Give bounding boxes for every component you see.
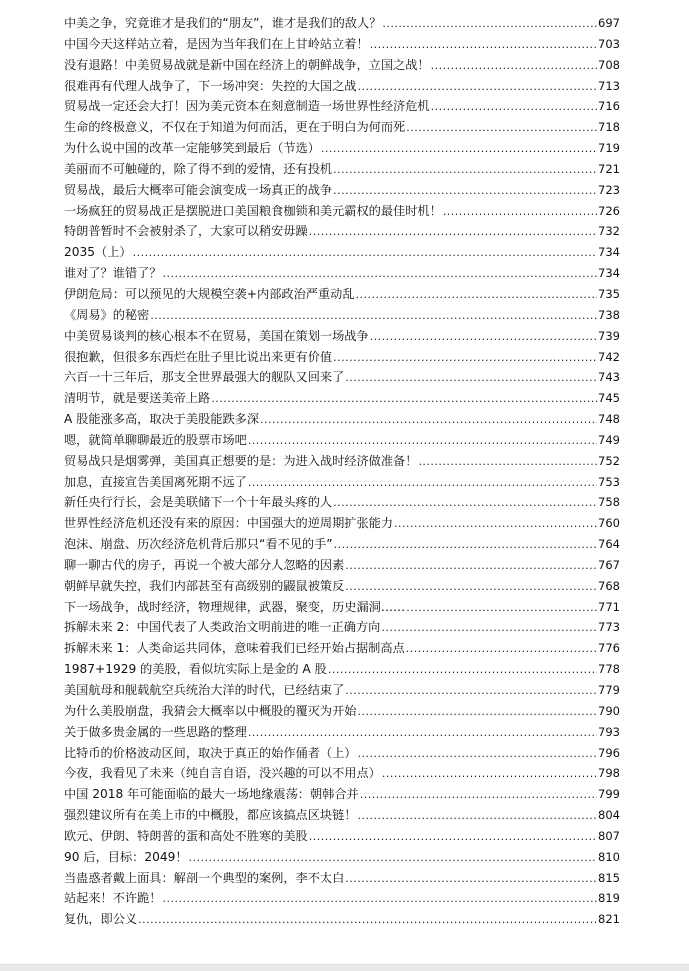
toc-entry-page-number: 760: [598, 516, 620, 531]
toc-dot-leader: [370, 34, 597, 56]
toc-entry-page-number: 739: [598, 328, 620, 343]
toc-dot-leader: [333, 492, 597, 514]
toc-entry-page-number: 815: [598, 870, 620, 885]
toc-entry-page-number: 732: [598, 224, 620, 239]
toc-entry-page-number: 793: [598, 724, 620, 739]
toc-entry-title: 贸易战只是烟雾弹，美国真正想要的是：为进入战时经济做准备！: [64, 453, 418, 468]
toc-dot-leader: [321, 138, 597, 160]
toc-entry-title: 中美之争，究竟谁才是我们的“朋友”，谁才是我们的敌人？: [64, 16, 382, 30]
toc-dot-leader: [248, 430, 597, 452]
toc-entry-title: 今夜，我看见了未来（纯自言自语，没兴趣的可以不用点）: [64, 766, 381, 781]
toc-entry-page-number: 804: [598, 808, 620, 823]
toc-entry-title: 为什么说中国的改革一定能够笑到最后（节选）: [64, 141, 320, 156]
toc-entry-page-number: 773: [598, 620, 620, 635]
toc-entry-title: 伊朗危局：可以预见的大规模空袭+内部政治严重动乱: [64, 286, 355, 301]
toc-entry-title: 中国今天这样站立着，是因为当年我们在上甘岭站立着！: [64, 36, 369, 51]
toc-entry-page-number: 767: [598, 557, 620, 572]
toc-entry-page-number: 776: [598, 641, 620, 656]
toc-entry[interactable]: [64, 367, 620, 388]
toc-entry-page-number: 742: [598, 349, 620, 364]
toc-dot-leader: [370, 326, 597, 348]
toc-entry[interactable]: [64, 284, 620, 305]
toc-entry-title: 关于做多贵金属的一些思路的整理: [64, 724, 247, 739]
toc-entry-title: 加息，直接宣告美国离死期不远了: [64, 474, 247, 489]
toc-entry[interactable]: [64, 909, 620, 930]
toc-entry-page-number: 745: [598, 391, 620, 406]
toc-dot-leader: [133, 242, 597, 264]
toc-entry[interactable]: [64, 451, 620, 472]
toc-entry[interactable]: [64, 34, 620, 55]
toc-entry-page-number: 753: [598, 474, 620, 489]
toc-entry-page-number: 771: [598, 599, 620, 614]
toc-dot-leader: [248, 722, 597, 744]
toc-entry[interactable]: [64, 242, 620, 263]
toc-dot-leader: [345, 576, 597, 598]
toc-entry-title: 六百一十三年后，那支全世界最强大的舰队又回来了: [64, 370, 345, 385]
toc-entry[interactable]: [64, 847, 620, 868]
toc-entry-title: 很难再有代理人战争了，下一场冲突：失控的大国之战: [64, 78, 357, 93]
toc-entry-page-number: 779: [598, 683, 620, 697]
toc-dot-leader: [431, 96, 597, 118]
toc-dot-leader: [381, 617, 597, 639]
toc-entry-page-number: 796: [598, 745, 620, 760]
toc-entry-title: 1987+1929 的美股，看似坑实际上是金的 A 股: [64, 662, 327, 677]
toc-dot-leader: [394, 513, 597, 535]
toc-entry[interactable]: [64, 659, 620, 680]
toc-entry[interactable]: [64, 638, 620, 659]
toc-entry-page-number: 790: [598, 703, 620, 718]
toc-entry-title: 拆解未来 2：中国代表了人类政治文明前进的唯一正确方向: [64, 620, 381, 635]
toc-entry-title: 贸易战一定还会大打！因为美元资本在刻意制造一场世界性经济危机: [64, 99, 430, 114]
toc-entry[interactable]: [64, 388, 620, 409]
toc-entry[interactable]: [64, 805, 620, 826]
toc-entry-page-number: 758: [598, 495, 620, 510]
toc-entry-title: 为什么美股崩盘，我猜会大概率以中概股的覆灭为开始: [64, 703, 357, 718]
toc-entry-title: 当蛊惑者戴上面具：解剖一个典型的案例，李不太白: [64, 870, 345, 885]
toc-entry-title: 特朗普暂时不会被射杀了，大家可以稍安毋躁: [64, 224, 308, 239]
toc-entry[interactable]: [64, 534, 620, 555]
toc-entry-page-number: 734: [598, 245, 620, 260]
toc-entry[interactable]: [64, 326, 620, 347]
toc-entry[interactable]: [64, 409, 620, 430]
toc-entry-page-number: 819: [598, 891, 620, 906]
toc-entry-page-number: 713: [598, 78, 620, 93]
toc-dot-leader: [431, 55, 597, 77]
toc-entry-page-number: 748: [598, 412, 620, 427]
toc-dot-leader: [163, 888, 598, 910]
toc-entry[interactable]: [64, 201, 620, 222]
toc-entry-page-number: 735: [598, 286, 620, 301]
toc-entry[interactable]: [64, 680, 620, 701]
toc-entry-page-number: 726: [598, 203, 620, 218]
toc-entry[interactable]: [64, 597, 620, 618]
toc-entry-title: 90 后，目标：2049！: [64, 849, 188, 864]
toc-entry-page-number: 743: [598, 370, 620, 385]
toc-dot-leader: [345, 555, 597, 577]
toc-entry-page-number: 810: [598, 849, 620, 864]
toc-entry-page-number: 821: [598, 912, 620, 927]
toc-entry[interactable]: [64, 784, 620, 805]
toc-entry-page-number: 708: [598, 57, 620, 72]
toc-dot-leader: [358, 805, 598, 827]
toc-dot-leader: [406, 638, 597, 660]
toc-dot-leader: [309, 826, 597, 848]
toc-entry[interactable]: [64, 430, 620, 451]
toc-entry-title: 嗯，就简单聊聊最近的股票市场吧: [64, 432, 247, 447]
toc-entry-title: 《周易》的秘密: [64, 307, 150, 322]
toc-entry-title: 拆解未来 1：人类命运共同体，意味着我们已经开始占据制高点: [64, 641, 405, 656]
toc-entry-title: 很抱歉，但很多东西烂在肚子里比说出来更有价值: [64, 349, 333, 364]
toc-dot-leader: [345, 868, 597, 890]
toc-entry[interactable]: [64, 617, 620, 638]
toc-entry-title: 生命的终极意义，不仅在于知道为何而活，更在于明白为何而死: [64, 120, 406, 135]
table-of-contents: [64, 13, 620, 930]
toc-entry[interactable]: [64, 180, 620, 201]
toc-entry[interactable]: [64, 555, 620, 576]
toc-entry-page-number: 697: [598, 16, 620, 30]
toc-entry-title: 一场疯狂的贸易战正是摆脱进口美国粮食枷锁和美元霸权的最佳时机！: [64, 203, 442, 218]
toc-dot-leader: [333, 347, 597, 369]
toc-entry[interactable]: [64, 513, 620, 534]
toc-entry-page-number: 716: [598, 99, 620, 114]
toc-entry-page-number: 723: [598, 182, 620, 197]
toc-dot-leader: [345, 367, 597, 389]
toc-entry-title: 下一场战争，战时经济，物理规律，武器，聚变，历史漏洞……: [64, 599, 406, 614]
toc-entry[interactable]: [64, 117, 620, 138]
toc-entry-title: 世界性经济危机还没有来的原因：中国强大的逆周期扩张能力: [64, 516, 394, 531]
toc-entry-title: 强烈建议所有在美上市的中概股，都应该搞点区块链！: [64, 808, 357, 823]
toc-dot-leader: [248, 472, 597, 494]
toc-dot-leader: [382, 763, 597, 785]
toc-dot-leader: [360, 784, 597, 806]
toc-dot-leader: [358, 76, 598, 98]
toc-dot-leader: [138, 909, 597, 931]
toc-entry-title: 贸易战，最后大概率可能会演变成一场真正的战争: [64, 182, 333, 197]
toc-dot-leader: [333, 159, 597, 181]
toc-entry-page-number: 764: [598, 537, 620, 552]
toc-dot-leader: [260, 409, 597, 431]
toc-dot-leader: [443, 201, 597, 223]
toc-entry-title: 清明节，就是要送美帝上路: [64, 391, 211, 406]
toc-entry-title: 新任央行行长，会是美联储下一个十年最头疼的人: [64, 495, 333, 510]
toc-entry[interactable]: [64, 138, 620, 159]
toc-entry-title: 中美贸易谈判的核心根本不在贸易，美国在策划一场战争: [64, 328, 369, 343]
toc-entry[interactable]: [64, 868, 620, 889]
toc-entry[interactable]: [64, 472, 620, 493]
toc-entry-title: 美丽而不可触碰的，除了得不到的爱情，还有投机: [64, 161, 333, 176]
page-bottom-edge: [0, 964, 689, 971]
toc-entry-title: 聊一聊古代的房子，再说一个被大部分人忽略的因素: [64, 557, 345, 572]
toc-entry[interactable]: [64, 888, 620, 909]
toc-entry-page-number: 734: [598, 266, 620, 281]
toc-entry[interactable]: [64, 701, 620, 722]
toc-entry-title: 谁对了？谁错了？: [64, 266, 162, 281]
toc-entry-title: 中国 2018 年可能面临的最大一场地缘震荡：朝韩合并: [64, 787, 359, 802]
toc-entry-page-number: 721: [598, 161, 620, 176]
toc-entry-page-number: 718: [598, 120, 620, 135]
toc-dot-leader: [345, 680, 597, 702]
toc-entry[interactable]: [64, 13, 620, 34]
toc-entry[interactable]: [64, 221, 620, 242]
toc-entry[interactable]: [64, 305, 620, 326]
toc-dot-leader: [309, 221, 597, 243]
toc-entry-page-number: 799: [598, 787, 620, 802]
toc-entry-page-number: 807: [598, 828, 620, 843]
toc-entry-page-number: 768: [598, 578, 620, 593]
toc-entry[interactable]: [64, 76, 620, 97]
toc-dot-leader: [382, 13, 597, 35]
toc-entry-title: 没有退路！中美贸易战就是新中国在经济上的朝鲜战争，立国之战！: [64, 57, 430, 72]
toc-entry-page-number: 798: [598, 766, 620, 781]
toc-entry[interactable]: [64, 159, 620, 180]
toc-entry[interactable]: [64, 55, 620, 76]
toc-entry[interactable]: [64, 826, 620, 847]
toc-entry-page-number: 778: [598, 662, 620, 677]
toc-entry-title: 泡沫、崩盘、历次经济危机背后那只“看不见的手”: [64, 537, 333, 552]
toc-dot-leader: [406, 597, 597, 619]
toc-dot-leader: [163, 263, 598, 285]
toc-entry[interactable]: [64, 576, 620, 597]
toc-entry[interactable]: [64, 96, 620, 117]
toc-entry-page-number: 703: [598, 36, 620, 51]
toc-entry-title: A 股能涨多高，取决于美股能跌多深: [64, 412, 260, 427]
toc-dot-leader: [189, 847, 598, 869]
toc-entry-title: 欧元、伊朗、特朗普的蛋和高处不胜寒的美股: [64, 828, 308, 843]
toc-entry-page-number: 749: [598, 432, 620, 447]
toc-dot-leader: [358, 701, 598, 723]
toc-entry[interactable]: [64, 722, 620, 743]
toc-entry-page-number: 752: [598, 453, 620, 468]
toc-entry-title: 站起来！不许跪！: [64, 891, 162, 906]
toc-entry-page-number: 738: [598, 307, 620, 322]
toc-entry[interactable]: [64, 492, 620, 513]
toc-dot-leader: [211, 388, 597, 410]
toc-entry-title: 朝鲜早就失控，我们内部甚至有高级别的鼹鼠被策反: [64, 578, 345, 593]
toc-entry[interactable]: [64, 347, 620, 368]
toc-entry-page-number: 719: [598, 141, 620, 156]
toc-entry[interactable]: [64, 263, 620, 284]
toc-dot-leader: [358, 743, 598, 765]
toc-entry-title: 美国航母和舰载航空兵统治大洋的时代，已经结束了: [64, 683, 345, 697]
toc-dot-leader: [356, 284, 598, 306]
toc-dot-leader: [406, 117, 597, 139]
toc-dot-leader: [334, 534, 597, 556]
toc-entry[interactable]: [64, 743, 620, 764]
toc-dot-leader: [418, 451, 597, 473]
toc-entry[interactable]: [64, 763, 620, 784]
toc-dot-leader: [328, 659, 597, 681]
toc-entry-title: 比特币的价格波动区间，取决于真正的始作俑者（上）: [64, 745, 357, 760]
toc-entry-title: 复仇，即公义: [64, 912, 138, 927]
toc-dot-leader: [150, 305, 597, 327]
toc-dot-leader: [333, 180, 597, 202]
toc-entry-title: 2035（上）: [64, 245, 132, 260]
